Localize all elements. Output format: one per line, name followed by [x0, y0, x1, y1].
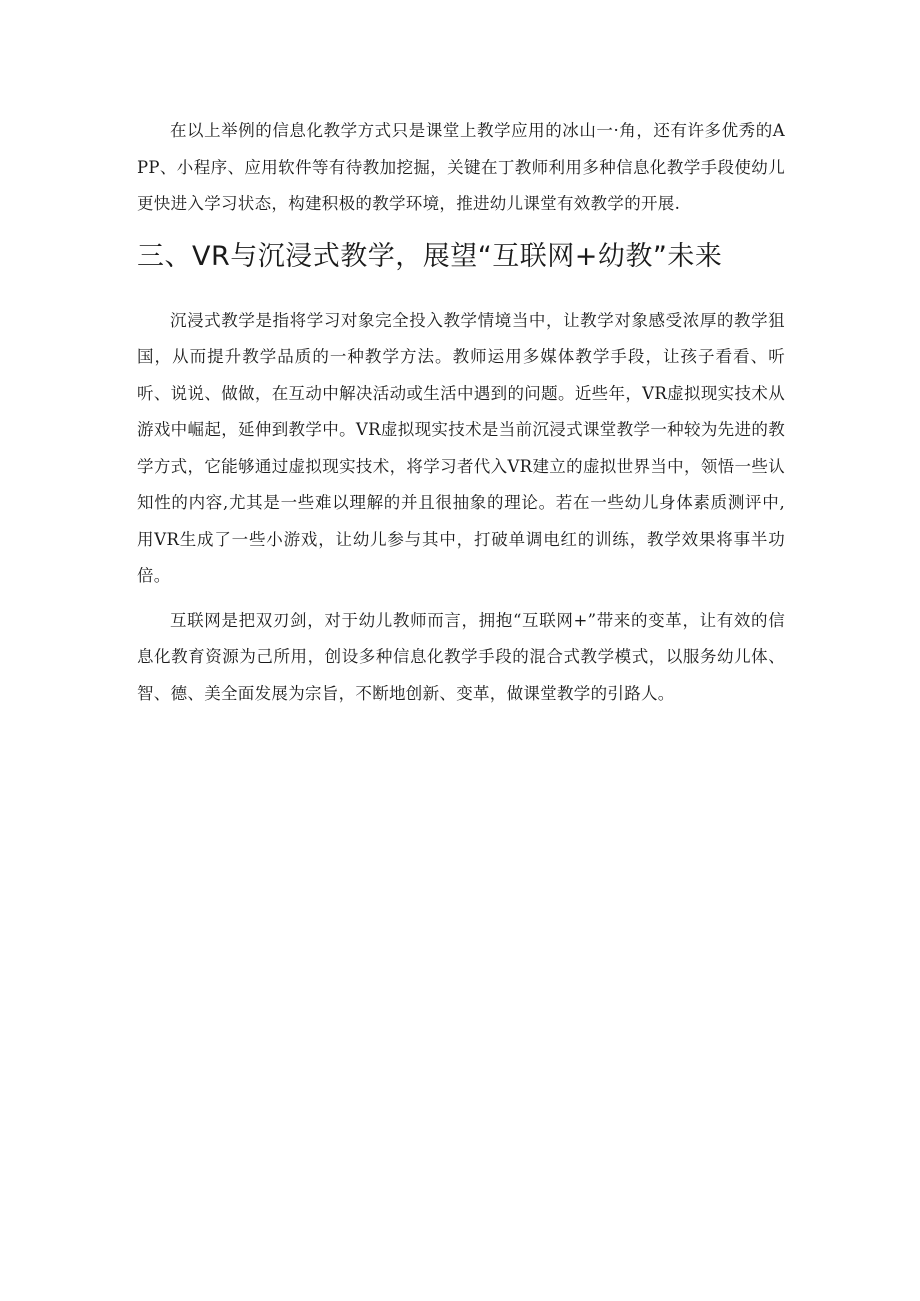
paragraph-internet: 互联网是把双刃剑，对于幼儿教师而言，拥抱“互联网+”带来的变革，让有效的信息化教育资源为己所用，创设多种信息化教学手段的混合式教学模式，以服务幼儿体、智、德、美全面发展为宗旨，不断地创新、变革，做课堂教学的引路人。 — [137, 610, 785, 703]
document-body — [137, 113, 785, 712]
paragraph-intro: 在以上举例的信息化教学方式只是课堂上教学应用的冰山一·角，还有许多优秀的APP、小程序、应用软件等有待教加挖掘，关键在丁教师利用多种信息化教学手段使幼儿更快进入学习状态，构建积极的教学环境，推进幼儿课堂有效教学的开展. — [137, 121, 785, 213]
paragraph-immersive-teaching: 沉浸式教学是指将学习对象完全投入教学情境当中，让教学对象感受浓厚的教学狙国，从而提升教学品质的一种教学方法。教师运用多媒体教学手段，让孩子看看、听听、说说、做做，在互动中解决活动或生活中遇到的问题。近些年，VR虚拟现实技术从游戏中崛起，延伸到教学中。VR虚拟现实技术是当前沉浸式课堂教学一种较为先进的教学方式，它能够通过虚拟现实技术，将学习者代入VR建立的虚拟世界当中，领悟一些认知性的内容,尤其是一些难以理解的并且很抽象的理论。若在一些幼儿身体素质测评中,用VR生成了一些小游戏，让幼儿参与其中，打破单调电红的训练，教学效果将事半功倍。 — [137, 310, 785, 585]
section-heading: 三、VR与沉浸式教学，展望“互联网+幼教”未来 — [137, 240, 723, 272]
